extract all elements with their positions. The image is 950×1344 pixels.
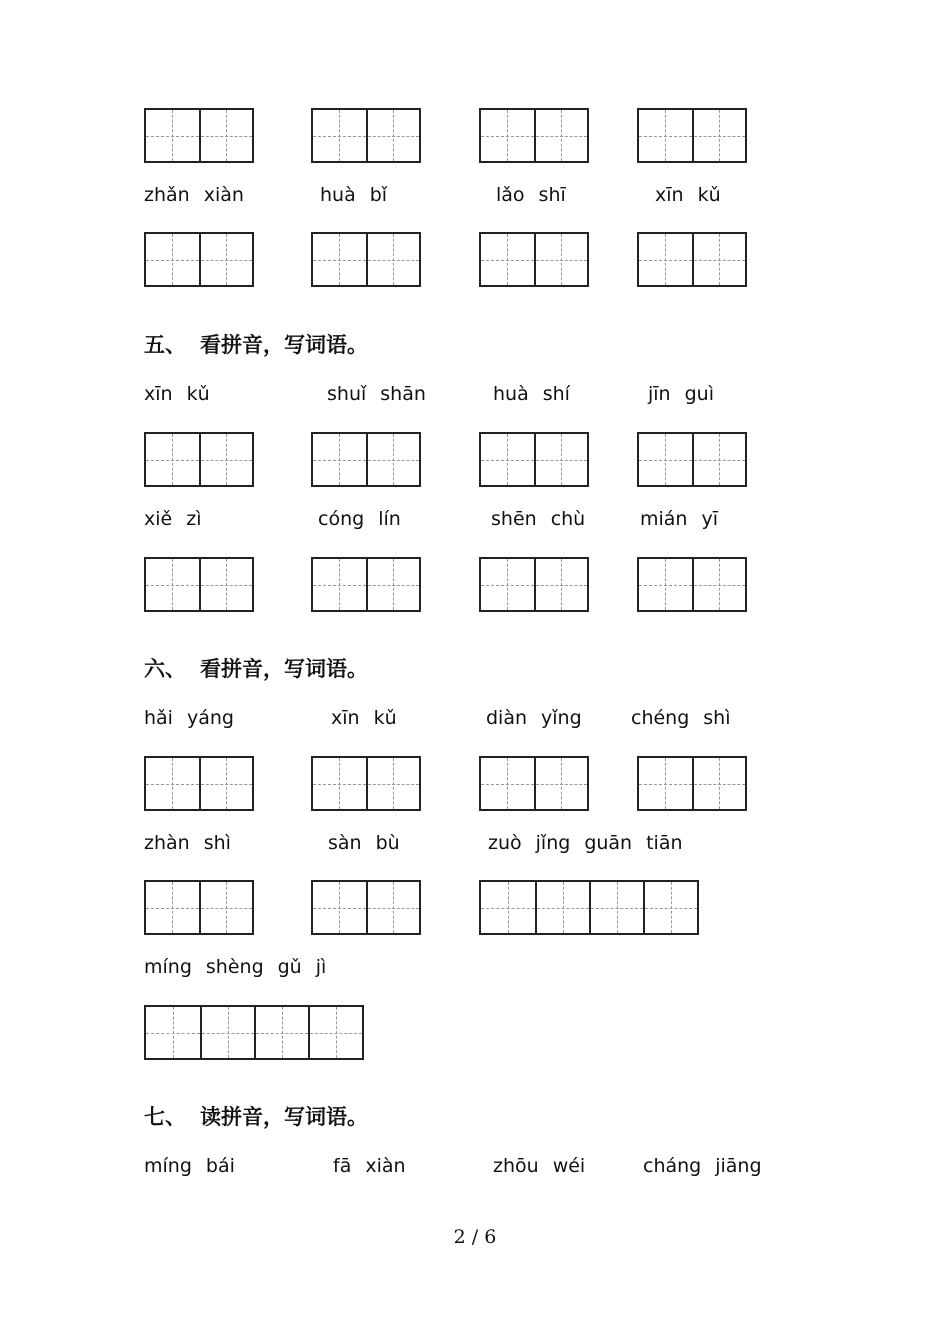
writing-box[interactable] (637, 432, 747, 487)
writing-box[interactable] (144, 756, 254, 811)
writing-box[interactable] (637, 232, 747, 287)
pinyin-label: chéng shì (631, 707, 731, 729)
writing-box[interactable] (144, 557, 254, 612)
pinyin-label: huà shí (493, 383, 570, 405)
writing-box[interactable] (479, 557, 589, 612)
pinyin-label: sàn bù (328, 832, 400, 854)
writing-box[interactable] (311, 756, 421, 811)
writing-box[interactable] (479, 108, 589, 163)
writing-box[interactable] (479, 756, 589, 811)
pinyin-label: hǎi yáng (144, 707, 234, 729)
pinyin-label: diàn yǐng (486, 707, 582, 729)
writing-box[interactable] (311, 880, 421, 935)
pinyin-label: fā xiàn (333, 1155, 406, 1177)
writing-box[interactable] (144, 432, 254, 487)
section-number: 七、 (144, 1105, 186, 1129)
pinyin-label: zhǎn xiàn (144, 184, 244, 206)
writing-box-four[interactable] (144, 1005, 364, 1060)
section-title: 看拼音，写词语。 (200, 333, 368, 357)
pinyin-label: shēn chù (491, 508, 586, 530)
page-number: 2 / 6 (453, 1226, 497, 1248)
pinyin-label: cháng jiāng (643, 1155, 762, 1177)
writing-box[interactable] (311, 432, 421, 487)
pinyin-label: cóng lín (318, 508, 401, 530)
section-title: 看拼音，写词语。 (200, 657, 368, 681)
pinyin-label: míng bái (144, 1155, 235, 1177)
section-heading-six (144, 655, 368, 683)
pinyin-label: lǎo shī (496, 184, 566, 206)
writing-box[interactable] (479, 232, 589, 287)
pinyin-label: jīn guì (648, 383, 714, 405)
writing-box[interactable] (637, 756, 747, 811)
writing-box[interactable] (637, 108, 747, 163)
section-heading-seven (144, 1103, 368, 1131)
pinyin-label: mián yī (640, 508, 719, 530)
section-title: 读拼音，写词语。 (200, 1105, 368, 1129)
writing-box[interactable] (479, 432, 589, 487)
writing-box[interactable] (311, 108, 421, 163)
pinyin-label: xīn kǔ (144, 383, 210, 405)
pinyin-label: zhàn shì (144, 832, 231, 854)
pinyin-label: zhōu wéi (493, 1155, 586, 1177)
pinyin-label: xiě zì (144, 508, 202, 530)
pinyin-label: shuǐ shān (327, 383, 426, 405)
section-number: 五、 (144, 333, 186, 357)
section-heading-five (144, 331, 368, 359)
writing-box[interactable] (144, 880, 254, 935)
pinyin-label: míng shèng gǔ jì (144, 956, 327, 978)
pinyin-label: zuò jǐng guān tiān (488, 832, 683, 854)
pinyin-label: xīn kǔ (331, 707, 397, 729)
writing-box[interactable] (311, 557, 421, 612)
writing-box[interactable] (144, 108, 254, 163)
writing-box[interactable] (311, 232, 421, 287)
writing-box[interactable] (637, 557, 747, 612)
pinyin-label: huà bǐ (320, 184, 388, 206)
pinyin-label: xīn kǔ (655, 184, 721, 206)
section-number: 六、 (144, 657, 186, 681)
writing-box-four[interactable] (479, 880, 699, 935)
writing-box[interactable] (144, 232, 254, 287)
